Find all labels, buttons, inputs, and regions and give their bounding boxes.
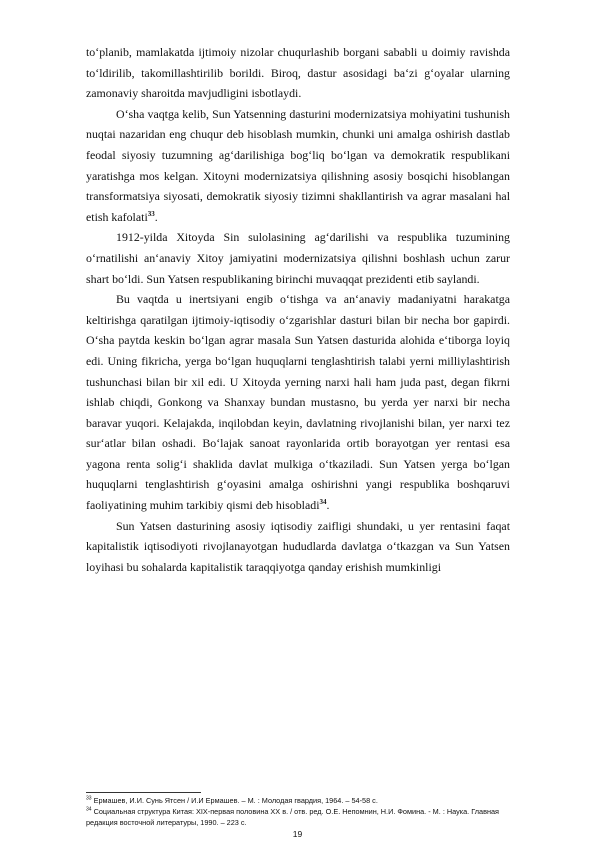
page-number: 19 (292, 829, 303, 839)
footnote-ref-33[interactable]: 33 (147, 209, 155, 218)
footnote-ref-34[interactable]: 34 (319, 498, 327, 507)
footnotes (86, 795, 510, 828)
footnote-number: 34 (86, 806, 92, 813)
footnote-separator (86, 792, 201, 793)
paragraph-4 (86, 289, 510, 516)
paragraph-1-text: to‘planib, mamlakatda ijtimoiy nizolar chuqurlashib borgani sababli u doimiy ravishda to‘ldirilib, takomillashtirilib borildi. Biroq, dastur asosidagi ba‘zi g‘oyalar ularning zamonaviy sharoitda mavjudligini isbotlaydi. (86, 45, 510, 101)
paragraph-5 (86, 516, 510, 578)
paragraph-3-text: 1912-yilda Xitoyda Sin sulolasining ag‘darilishi va respublika tuzumining o‘rnatilishi an‘anaviy Xitoy jamiyatini modernizatsiya qilishni boshlash uchun zarur shart bo‘ldi. Sun Yatsen respublikaning birinchi muvaqqat prezidenti etib saylandi. (86, 230, 510, 286)
paragraph-2-end: . (154, 209, 158, 224)
paragraph-4-text: Bu vaqtda u inertsiyani engib o‘tishga va an‘anaviy madaniyatni harakatga keltirishga qaratilgan ijtimoiy-iqtisodiy o‘zgarishlar dasturi bilan bir necha bor gapirdi. O‘sha paytda keskin bo‘lgan agrar masala Sun Yatsen dasturida alohida e‘tiborga loyiq edi. Uning fikricha, yerga bo‘lgan huquqlarni tenglashtirish talabi yerni milliylashtirish tushunchasi bilan bir xil edi. U Xitoyda yerning narxi hali ham juda past, degan fikrni ishlab chiqdi, Gonkong va Shanxay bundan mustasno, bu yerda yer narxi bir necha baravar yuqori. Kelajakda, inqilobdan keyin, davlatning rivojlanishi bilan, yer narxi tez sur‘atlar bilan oshadi. Bo‘lajak sanoat rayonlarida ortib borayotgan yer rentasi esa yagona renta solig‘i shaklida davlat mulkiga o‘tkaziladi. Sun Yatsen yerga bo‘lgan huquqlarni tenglashtirish g‘oyasini amalga oshirishni yangi respublika boshqaruvi faoliyatining muhim tarkibiy qismi deb hisobladi (86, 292, 510, 513)
footnote-33 (86, 795, 510, 806)
footnote-text: Ермашев, И.И. Сунь Ятсен / И.И Ермашев. – М. : Молодая гвардия, 1964. – 54-58 с. (91, 796, 378, 805)
paragraph-1 (86, 42, 510, 104)
paragraph-2-text: O‘sha vaqtga kelib, Sun Yatsenning dasturini modernizatsiya mohiyatini tushunish nuqtai nazaridan eng chuqur deb hisoblash mumkin, chunki uni amalga oshirish dastlab feodal siyosiy tuzumning ag‘darilishiga bog‘liq bo‘lgan va demokratik respublikani yaratishga mos kelgan. Xitoyni modernizatsiya qilishning asosiy bosqichi hisoblangan transformatsiya siyosati, demokratik siyosiy tizimni shakllantirish va agrar masalani hal etish kafolati (86, 106, 510, 224)
footnote-34 (86, 806, 510, 828)
footnote-number: 33 (86, 795, 92, 802)
paragraph-4-end: . (326, 498, 330, 513)
main-text (86, 42, 510, 577)
footnote-text: Социальная структура Китая: XIX-первая половина XX в. / отв. ред. О.Е. Непомнин, Н.И. Фомина. - М. : Наука. Главная редакция восточной литературы, 1990. – 223 с. (86, 807, 500, 827)
paragraph-2 (86, 104, 510, 228)
paragraph-3 (86, 227, 510, 289)
paragraph-5-text: Sun Yatsen dasturining asosiy iqtisodiy zaifligi shundaki, u yer rentasini faqat kapitalistik iqtisodiyoti rivojlanayotgan hududlarda davlatga o‘tkazgan va Sun Yatsen loyihasi bu sohalarda kapitalistik taraqqiyotga qanday erishish mumkinligi (86, 518, 510, 574)
